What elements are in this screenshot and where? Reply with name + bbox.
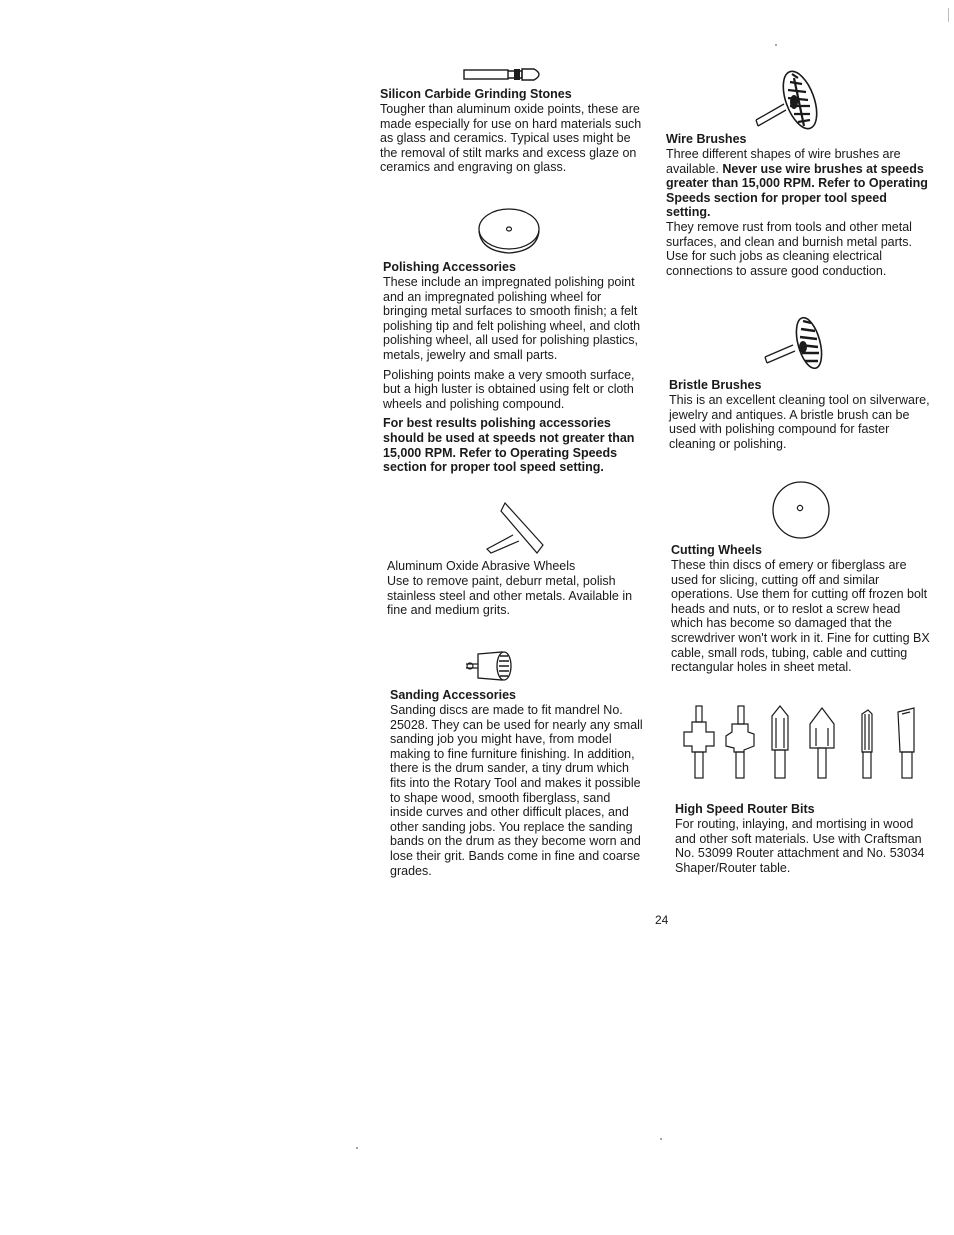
polishing-warning: For best results polishing accessories should be used at speeds not greater than 15,000 RPM. Refer to Operating Speeds section for proper tool speed setting. xyxy=(383,416,635,475)
silicon-title: Silicon Carbide Grinding Stones xyxy=(380,87,572,101)
cutting-wheel-illustration xyxy=(771,480,831,540)
polishing-body-1: These include an impregnated polishing point and an impregnated polishing wheel for bringing metal surfaces to smooth finish; a felt polishing tip and felt polishing wheel, and cloth polishing wheel, all used for polishing plastics, metals, jewelry and small parts. xyxy=(383,275,641,362)
sanding-section xyxy=(390,688,646,878)
bristle-title: Bristle Brushes xyxy=(669,378,762,392)
cutting-section xyxy=(671,543,933,675)
aluminum-body: Use to remove paint, deburr metal, polish stainless steel and other metals. Available in fine and medium grits. xyxy=(387,574,633,618)
wire-title: Wire Brushes xyxy=(666,132,747,146)
wire-body-intro: Three different shapes of wire brushes are available. xyxy=(666,147,901,176)
wire-body-after: They remove rust from tools and other metal surfaces, and clean and burnish metal parts. Use for such jobs as cleaning electrical connections to assure good conduction. xyxy=(666,219,912,278)
router-bit-2 xyxy=(726,706,754,778)
bristle-brush-illustration xyxy=(763,313,829,373)
scan-edge-mark xyxy=(948,8,949,22)
sanding-title: Sanding Accessories xyxy=(390,688,516,702)
silicon-section xyxy=(380,87,642,175)
router-bits-illustration xyxy=(682,704,922,782)
scan-speck xyxy=(356,1147,358,1149)
sanding-body: Sanding discs are made to fit mandrel No. 25028. They can be used for nearly any small sanding job you might have, from model making to fine furniture finishing. In addition, there is the drum sander, a tiny drum which fits into the Rotary Tool and makes it possible to shape wood, smooth fiberglass, sand inside curves and other difficult places, and other sanding jobs. You replace the sanding bands on the drum as they become worn and lose their grit. Bands come in fine and coarse grades. xyxy=(390,703,643,878)
router-bit-4 xyxy=(810,708,834,778)
wire-section xyxy=(666,132,928,278)
bristle-section xyxy=(669,378,931,451)
wire-brush-illustration xyxy=(754,64,822,134)
router-bit-3 xyxy=(772,706,788,778)
router-body: For routing, inlaying, and mortising in wood and other soft materials. Use with Craftsman No. 53099 Router attachment and No. 53034 Shaper/Router table. xyxy=(675,817,925,875)
router-section xyxy=(675,802,937,875)
abrasive-wheel-illustration xyxy=(483,497,547,557)
polishing-wheel-illustration xyxy=(477,205,543,257)
cutting-title: Cutting Wheels xyxy=(671,543,762,557)
router-bit-1 xyxy=(684,706,714,778)
polishing-body-2: Polishing points make a very smooth surface, but a high luster is obtained using felt or cloth wheels and polishing compound. xyxy=(383,367,635,411)
wire-warning: Never use wire brushes at speeds greater than 15,000 RPM. Refer to Operating Speeds section for proper tool speed setting. xyxy=(666,161,928,220)
aluminum-title: Aluminum Oxide Abrasive Wheels xyxy=(387,559,576,573)
scan-speck xyxy=(660,1138,662,1140)
page-number: 24 xyxy=(655,913,669,927)
sanding-drum-illustration xyxy=(464,648,518,684)
silicon-body: Tougher than aluminum oxide points, these are made especially for use on hard materials such as glass and ceramics. Typical uses might be the removal of stilt marks and excess glaze on ceramics and engraving on glass. xyxy=(380,102,642,175)
wire-body xyxy=(666,147,928,220)
router-bit-5 xyxy=(862,710,872,778)
polishing-title: Polishing Accessories xyxy=(383,260,516,274)
aluminum-section xyxy=(387,559,649,618)
router-title: High Speed Router Bits xyxy=(675,802,815,816)
router-bit-6 xyxy=(898,708,914,778)
scan-speck xyxy=(775,44,777,46)
grinding-stone-illustration xyxy=(462,66,546,84)
cutting-body: These thin discs of emery or fiberglass are used for slicing, cutting off and similar operations. Use them for cutting off frozen bolt heads and nuts, or to reslot a screw head which has become so damaged that the screwdriver won't work in it. Fine for cutting BX cable, small rods, tubing, cable and cutting rectangular holes in sheet metal. xyxy=(671,558,930,675)
bristle-body: This is an excellent cleaning tool on silverware, jewelry and antiques. A bristle brush can be used with polishing compound for faster cleaning or polishing. xyxy=(669,393,930,451)
polishing-section xyxy=(383,260,645,475)
